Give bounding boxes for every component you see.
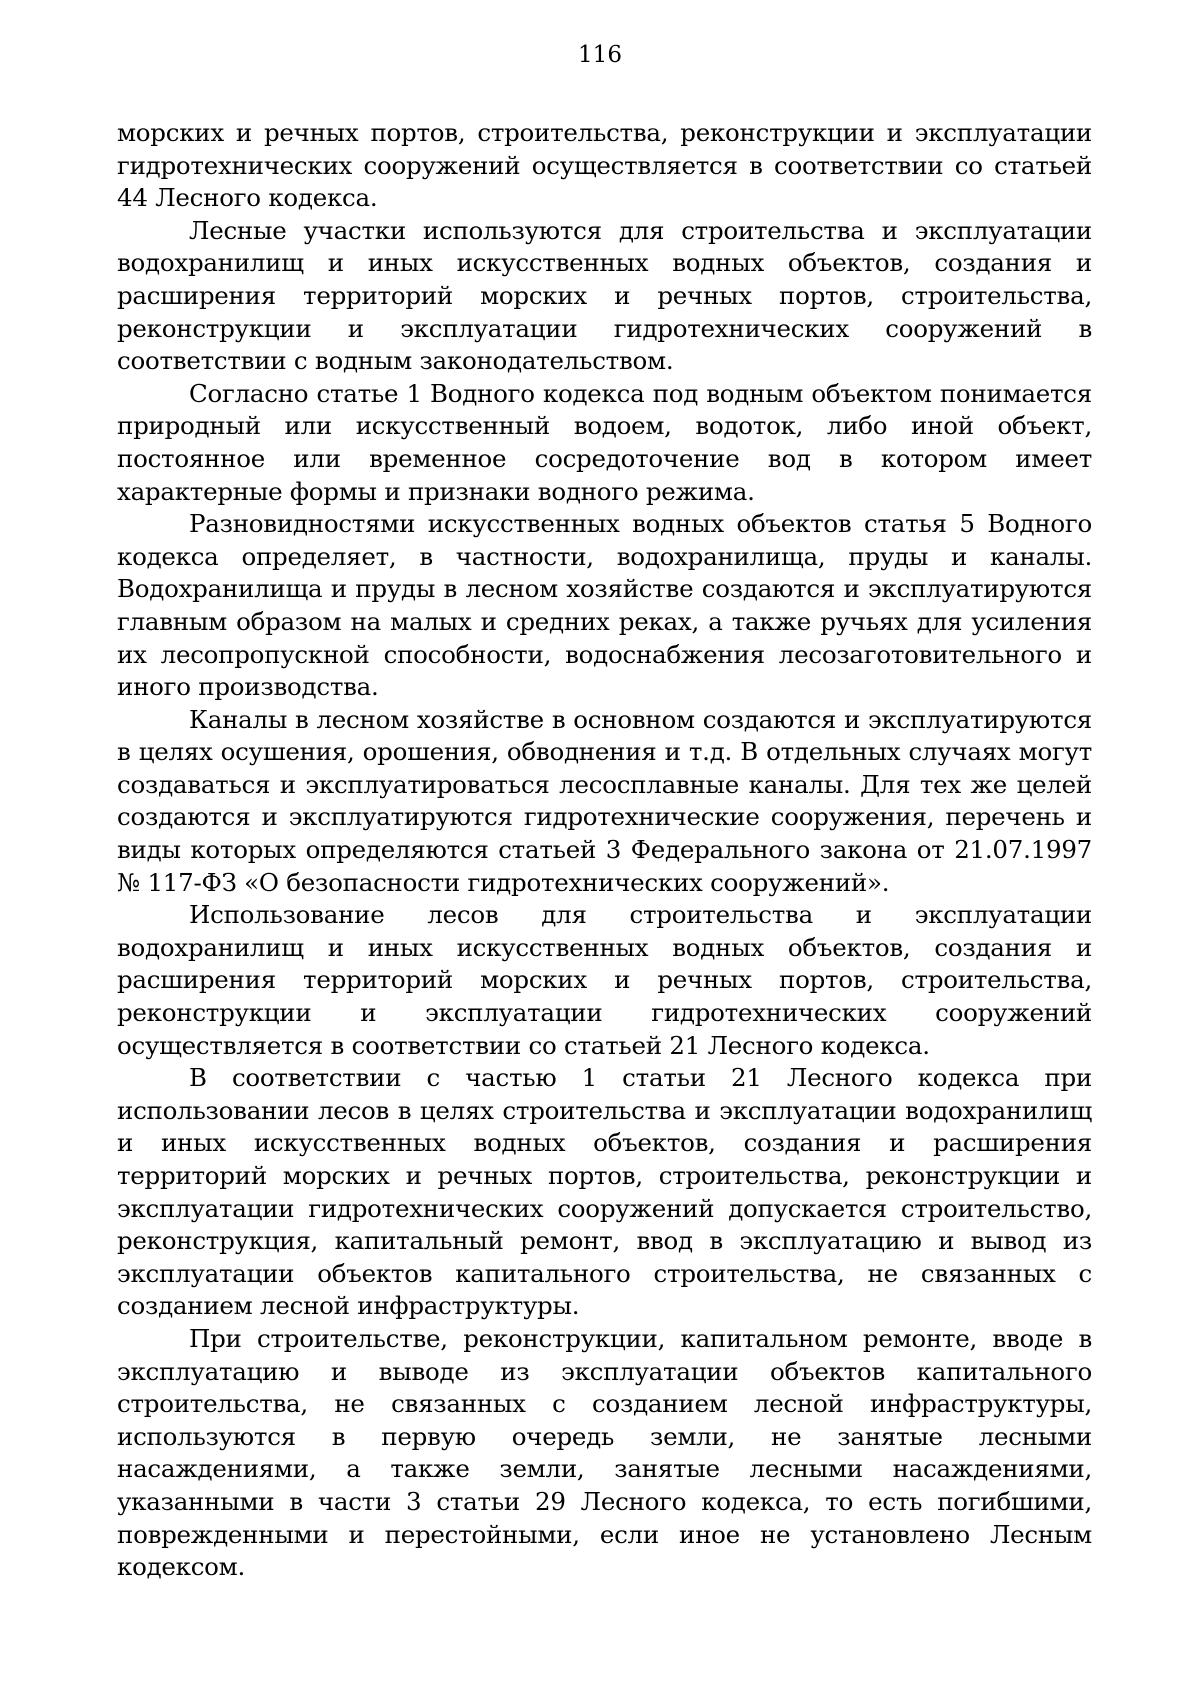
paragraph: При строительстве, реконструкции, капитальном ремонте, вводе в эксплуатацию и выводе из эксплуатации объектов капитального строительства, не связанных с созданием лесной инфраструктуры, используются в первую очередь земли, не занятые лесными насаждениями, а также земли, занятые лесными насаждениями, указанными в части 3 статьи 29 Лесного кодекса, то есть погибшими, поврежденными и перестойными, если иное не установлено Лесным кодексом. xyxy=(117,1323,1092,1582)
paragraph: Каналы в лесном хозяйстве в основном создаются и эксплуатируются в целях осушения, орошения, обводнения и т.д. В отдельных случаях могут создаваться и эксплуатироваться лесосплавные каналы. Для тех же целей создаются и эксплуатируются гидротехнические сооружения, перечень и виды которых определяются статьей 3 Федерального закона от 21.07.1997 № 117-ФЗ «О безопасности гидротехнических сооружений». xyxy=(117,704,1092,897)
paragraph: Разновидностями искусственных водных объектов статья 5 Водного кодекса определяет, в частности, водохранилища, пруды и каналы. Водохранилища и пруды в лесном хозяйстве создаются и эксплуатируются главным образом на малых и средних реках, а также ручьях для усиления их лесопропускной способности, водоснабжения лесозаготовительного и иного производства. xyxy=(117,509,1092,702)
paragraph-continuation: морских и речных портов, строительства, реконструкции и эксплуатации гидротехнических сооружений осуществляется в соответствии со статьей 44 Лесного кодекса. xyxy=(117,118,1092,213)
page-number: 116 xyxy=(578,42,622,68)
document-body xyxy=(117,117,1092,1584)
paragraph: Использование лесов для строительства и эксплуатации водохранилищ и иных искусственных водных объектов, создания и расширения территорий морских и речных портов, строительства, реконструкции и эксплуатации гидротехнических сооружений осуществляется в соответствии со статьей 21 Лесного кодекса. xyxy=(117,900,1092,1060)
paragraph: В соответствии с частью 1 статьи 21 Лесного кодекса при использовании лесов в целях строительства и эксплуатации водохранилищ и иных искусственных водных объектов, создания и расширения территорий морских и речных портов, строительства, реконструкции и эксплуатации гидротехнических сооружений допускается строительство, реконструкция, капитальный ремонт, ввод в эксплуатацию и вывод из эксплуатации объектов капитального строительства, не связанных с созданием лесной инфраструктуры. xyxy=(117,1063,1092,1321)
paragraph: Согласно статье 1 Водного кодекса под водным объектом понимается природный или искусственный водоем, водоток, либо иной объект, постоянное или временное сосредоточение вод в котором имеет характерные формы и признаки водного режима. xyxy=(117,378,1092,506)
paragraph: Лесные участки используются для строительства и эксплуатации водохранилищ и иных искусственных водных объектов, создания и расширения территорий морских и речных портов, строительства, реконструкции и эксплуатации гидротехнических сооружений в соответствии с водным законодательством. xyxy=(117,215,1092,376)
